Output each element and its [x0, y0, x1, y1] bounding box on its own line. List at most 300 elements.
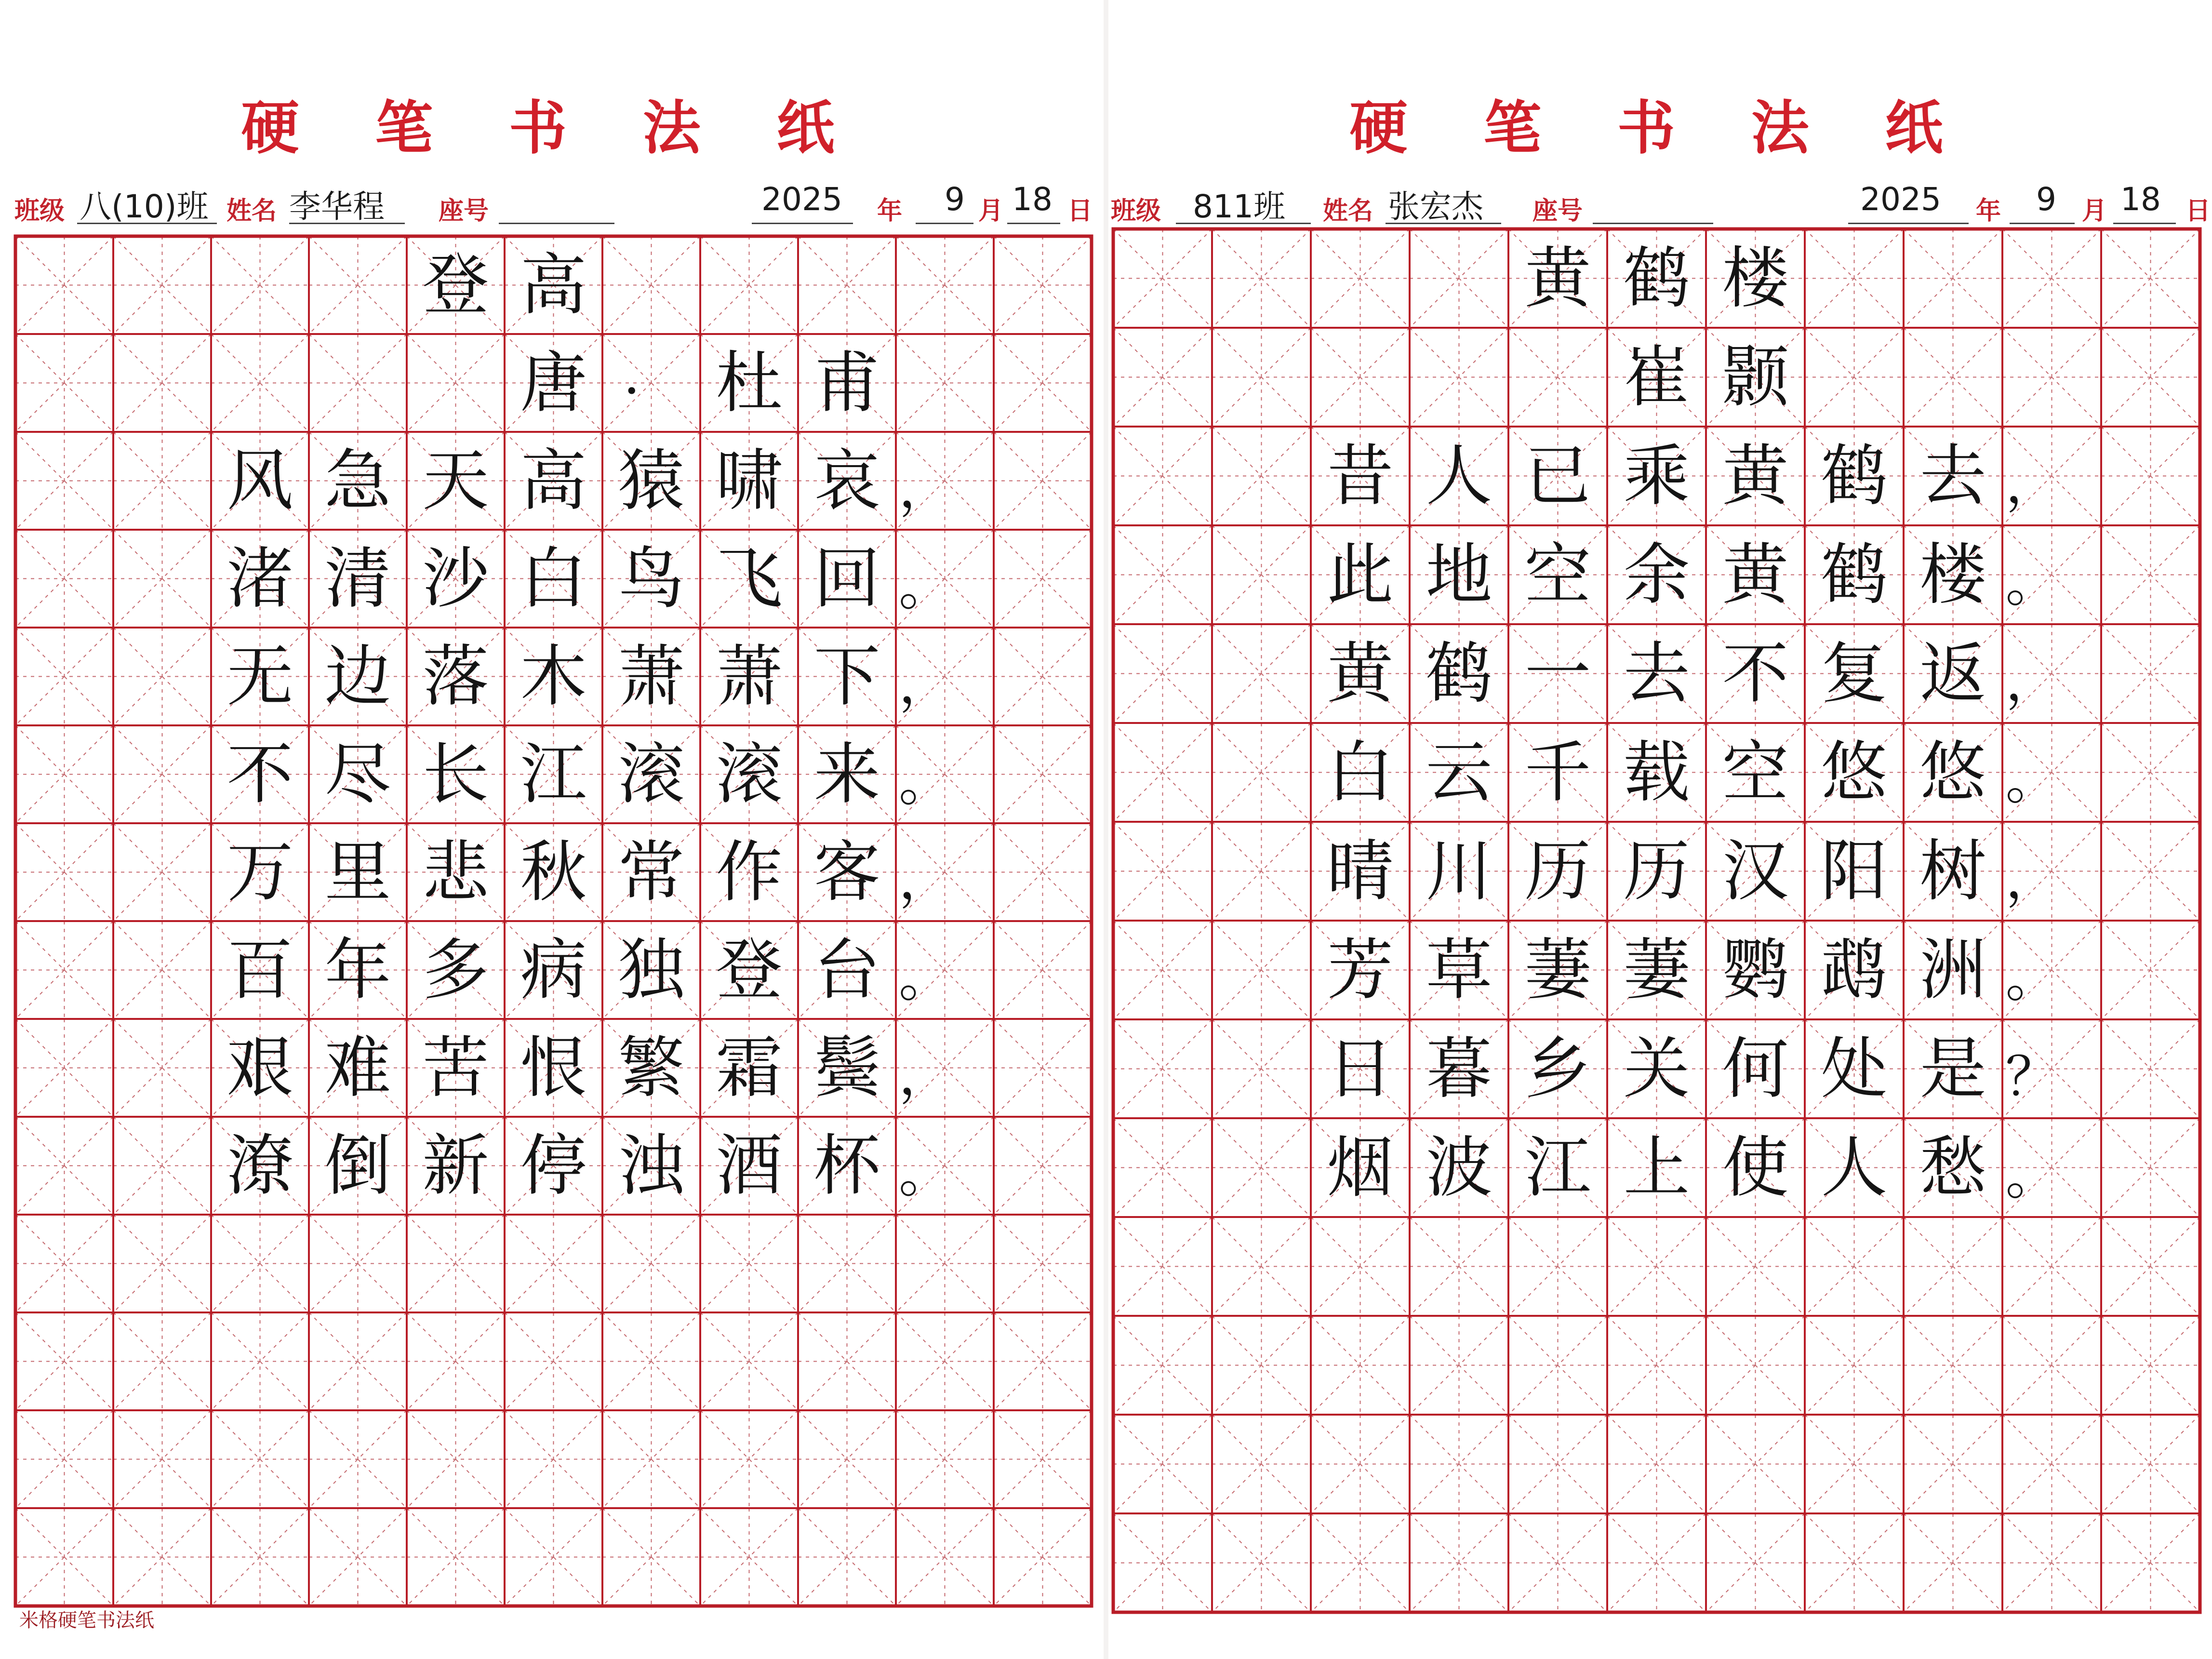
grid-cell — [700, 1508, 798, 1606]
grid-cell — [113, 236, 211, 334]
grid-cell — [700, 1312, 798, 1410]
grid-cell — [2101, 1415, 2200, 1513]
grid-cell — [1212, 525, 1311, 624]
handwritten-character: 人 — [1426, 437, 1492, 515]
day-value: 18 — [2120, 181, 2161, 218]
grid-cell — [113, 628, 211, 725]
grid-cell — [211, 1410, 309, 1508]
handwritten-character: 急 — [324, 442, 391, 520]
handwritten-character: 昔 — [1327, 437, 1394, 515]
handwritten-character: 渚 — [227, 540, 293, 617]
handwritten-character: 病 — [520, 931, 587, 1009]
handwritten-character: 浊 — [618, 1127, 685, 1204]
grid-cell — [15, 1312, 113, 1410]
grid-cell — [309, 1508, 407, 1606]
grid-cell — [1212, 1118, 1311, 1217]
grid-cell — [1113, 822, 1212, 921]
grid-cell — [994, 530, 1092, 628]
handwritten-character: 不 — [227, 736, 293, 813]
punctuation-mark: ， — [2005, 848, 2059, 910]
handwritten-character: 江 — [520, 736, 587, 813]
handwritten-character: 长 — [422, 736, 489, 813]
grid-cell — [113, 432, 211, 530]
grid-cell — [2101, 427, 2200, 525]
grid-cell — [505, 1215, 602, 1312]
handwritten-character: 树 — [1919, 832, 1986, 910]
handwritten-character: 晴 — [1327, 832, 1394, 910]
grid-cell — [1212, 427, 1311, 525]
handwritten-character: 鹤 — [1623, 240, 1690, 317]
handwritten-character: 木 — [520, 638, 587, 715]
grid-cell — [1607, 1316, 1706, 1415]
grid-cell — [1410, 1217, 1508, 1316]
grid-cell — [994, 823, 1092, 921]
grid-cell — [505, 1508, 602, 1606]
grid-cell — [113, 334, 211, 432]
grid-cell — [1706, 1316, 1805, 1415]
handwritten-character: 万 — [227, 833, 293, 911]
handwritten-character: 颢 — [1722, 338, 1789, 416]
grid-cell — [2101, 328, 2200, 427]
grid-cell — [2002, 1316, 2101, 1415]
punctuation-mark: ， — [898, 849, 952, 911]
grid-cell — [15, 530, 113, 628]
handwritten-character: 悠 — [1821, 734, 1888, 811]
grid-cell — [1113, 229, 1212, 328]
grid-cell — [113, 1215, 211, 1312]
grid-cell — [1113, 525, 1212, 624]
handwritten-character: 复 — [1821, 635, 1888, 712]
punctuation-mark: ？ — [2005, 1045, 2059, 1108]
grid-cell — [15, 1410, 113, 1508]
handwritten-character: 高 — [520, 442, 587, 520]
handwritten-character: 楼 — [1722, 240, 1789, 317]
grid-cell — [1212, 1513, 1311, 1612]
handwritten-character: 甫 — [813, 344, 880, 422]
grid-cell — [1212, 822, 1311, 921]
handwritten-character: 恨 — [520, 1029, 587, 1107]
handwritten-character: 使 — [1722, 1129, 1789, 1206]
grid-cell — [1113, 723, 1212, 822]
grid-cell — [1904, 1217, 2002, 1316]
paper-footer: 米格硬笔书法纸 — [19, 1609, 154, 1632]
handwritten-character: 常 — [618, 833, 685, 911]
sheet-title: 硬 笔 书 法 纸 — [241, 94, 863, 162]
grid-cell — [211, 236, 309, 334]
handwritten-character: 白 — [520, 540, 587, 617]
grid-cell — [2101, 1019, 2200, 1118]
grid-cell — [1410, 1513, 1508, 1612]
day-label: 日 — [1067, 197, 1093, 226]
grid-cell — [994, 1019, 1092, 1117]
grid-cell — [896, 1508, 994, 1606]
grid-cell — [113, 1312, 211, 1410]
handwritten-character: 悲 — [422, 833, 489, 911]
punctuation-mark: 。 — [2005, 749, 2059, 811]
handwritten-character: 草 — [1426, 931, 1492, 1009]
grid-cell — [1410, 229, 1508, 328]
grid-cell — [1410, 1415, 1508, 1513]
mi-grid-right — [1108, 0, 2212, 1659]
calligraphy-sheet-left — [0, 0, 1104, 1659]
handwritten-character: 霜 — [716, 1029, 783, 1107]
grid-cell — [1113, 328, 1212, 427]
grid-cell — [211, 334, 309, 432]
handwritten-character: 萧 — [716, 638, 783, 715]
handwritten-character: 登 — [716, 931, 783, 1009]
grid-cell — [407, 1508, 505, 1606]
handwritten-character: 鹉 — [1821, 931, 1888, 1009]
grid-cell — [896, 236, 994, 334]
grid-cell — [1706, 1513, 1805, 1612]
grid-cell — [602, 334, 700, 432]
handwritten-character: 川 — [1426, 832, 1492, 910]
handwritten-character: 酒 — [716, 1127, 783, 1204]
handwritten-character: 楼 — [1919, 536, 1986, 614]
grid-cell — [1311, 1316, 1410, 1415]
handwritten-character: 年 — [324, 931, 391, 1009]
day-value: 18 — [1012, 181, 1053, 218]
handwritten-character: 黄 — [1524, 240, 1591, 317]
grid-cell — [1311, 229, 1410, 328]
grid-cell — [700, 236, 798, 334]
grid-cell — [1113, 1217, 1212, 1316]
grid-cell — [1212, 921, 1311, 1019]
handwritten-character: 地 — [1426, 536, 1492, 614]
name-value: 李华程 — [289, 188, 385, 225]
grid-cell — [1311, 1415, 1410, 1513]
handwritten-character: 历 — [1524, 832, 1591, 910]
handwritten-character: 波 — [1426, 1129, 1492, 1206]
handwritten-character: 作 — [716, 833, 783, 911]
grid-cell — [113, 1508, 211, 1606]
grid-cell — [211, 1508, 309, 1606]
grid-cell — [994, 334, 1092, 432]
grid-cell — [602, 1410, 700, 1508]
punctuation-mark: ， — [898, 1044, 952, 1107]
handwritten-character: 客 — [813, 833, 880, 911]
grid-cell — [15, 1215, 113, 1312]
grid-cell — [1212, 723, 1311, 822]
handwritten-character: 空 — [1722, 734, 1789, 811]
handwritten-character: 尽 — [324, 736, 391, 813]
handwritten-character: 百 — [227, 931, 293, 1009]
grid-cell — [602, 236, 700, 334]
grid-cell — [1904, 1415, 2002, 1513]
grid-cell — [994, 1117, 1092, 1215]
class-value: 811班 — [1193, 188, 1285, 225]
grid-cell — [798, 1508, 896, 1606]
grid-cell — [1607, 1217, 1706, 1316]
grid-cell — [2101, 1118, 2200, 1217]
grid-cell — [1212, 229, 1311, 328]
handwritten-character: 唐 — [520, 344, 587, 422]
grid-cell — [602, 1215, 700, 1312]
sheet-title: 硬 笔 书 法 纸 — [1349, 94, 1971, 162]
class-label: 班级 — [14, 197, 65, 226]
grid-cell — [15, 1019, 113, 1117]
month-label: 月 — [978, 197, 1004, 226]
grid-cell — [15, 236, 113, 334]
grid-cell — [700, 1215, 798, 1312]
punctuation-mark: 。 — [898, 751, 952, 813]
month-value: 9 — [2036, 181, 2056, 218]
grid-cell — [602, 1508, 700, 1606]
handwritten-character: 难 — [324, 1029, 391, 1107]
grid-cell — [407, 1312, 505, 1410]
class-label: 班级 — [1111, 197, 1161, 226]
name-label: 姓名 — [227, 197, 277, 226]
grid-cell — [1212, 328, 1311, 427]
handwritten-character: 清 — [324, 540, 391, 617]
grid-cell — [896, 1410, 994, 1508]
grid-cell — [798, 236, 896, 334]
handwritten-character: 人 — [1821, 1129, 1888, 1206]
handwritten-character: 空 — [1524, 536, 1591, 614]
grid-cell — [1113, 624, 1212, 723]
handwritten-character: 已 — [1524, 437, 1591, 515]
grid-cell — [1113, 921, 1212, 1019]
grid-cell — [2101, 1513, 2200, 1612]
grid-cell — [2101, 921, 2200, 1019]
handwritten-character: 余 — [1623, 536, 1690, 614]
handwritten-character: 日 — [1327, 1030, 1394, 1108]
grid-cell — [700, 1410, 798, 1508]
grid-cell — [994, 1312, 1092, 1410]
handwritten-character: 回 — [813, 540, 880, 617]
seat-label: 座号 — [439, 197, 489, 226]
grid-cell — [407, 1410, 505, 1508]
handwritten-character: 江 — [1524, 1129, 1591, 1206]
punctuation-mark: 。 — [898, 1142, 952, 1204]
handwritten-character: 天 — [422, 442, 489, 520]
grid-cell — [1113, 1019, 1212, 1118]
grid-cell — [1607, 1415, 1706, 1513]
grid-cell — [15, 432, 113, 530]
month-label: 月 — [2082, 197, 2107, 226]
handwritten-character: 高 — [520, 246, 587, 324]
grid-cell — [1410, 328, 1508, 427]
grid-cell — [1904, 229, 2002, 328]
handwritten-character: 滚 — [716, 736, 783, 813]
grid-cell — [1805, 1513, 1904, 1612]
grid-cell — [798, 1410, 896, 1508]
handwritten-character: 洲 — [1919, 931, 1986, 1009]
grid-cell — [1212, 1019, 1311, 1118]
handwritten-character: 乘 — [1623, 437, 1690, 515]
grid-cell — [15, 823, 113, 921]
grid-cell — [994, 725, 1092, 823]
class-value: 八(10)班 — [80, 188, 209, 225]
handwritten-character: 风 — [227, 442, 293, 520]
handwritten-character: 悠 — [1919, 734, 1986, 811]
grid-cell — [1805, 1316, 1904, 1415]
grid-cell — [1311, 1513, 1410, 1612]
grid-cell — [2101, 1217, 2200, 1316]
grid-cell — [15, 1508, 113, 1606]
handwritten-character: 多 — [422, 931, 489, 1009]
punctuation-mark: 。 — [2005, 551, 2059, 614]
grid-cell — [309, 334, 407, 432]
seat-label: 座号 — [1532, 197, 1583, 226]
punctuation-mark: · — [623, 360, 640, 422]
handwritten-character: 此 — [1327, 536, 1394, 614]
grid-cell — [994, 1410, 1092, 1508]
grid-cell — [2002, 1217, 2101, 1316]
handwritten-character: 暮 — [1426, 1030, 1492, 1108]
grid-cell — [113, 530, 211, 628]
grid-cell — [15, 1117, 113, 1215]
punctuation-mark: 。 — [898, 947, 952, 1009]
grid-cell — [309, 1312, 407, 1410]
grid-cell — [994, 432, 1092, 530]
handwritten-character: 鹤 — [1821, 536, 1888, 614]
handwritten-character: 萋 — [1623, 931, 1690, 1009]
handwritten-character: 猿 — [618, 442, 685, 520]
handwritten-character: 千 — [1524, 734, 1591, 811]
handwritten-character: 滚 — [618, 736, 685, 813]
grid-cell — [994, 921, 1092, 1019]
handwritten-character: 去 — [1919, 437, 1986, 515]
grid-cell — [1212, 1217, 1311, 1316]
grid-cell — [1706, 1415, 1805, 1513]
grid-cell — [2002, 1415, 2101, 1513]
handwritten-character: 一 — [1524, 635, 1591, 712]
handwritten-character: 萧 — [618, 638, 685, 715]
grid-cell — [1212, 1415, 1311, 1513]
year-label: 年 — [1976, 197, 2001, 226]
grid-cell — [505, 1410, 602, 1508]
handwritten-character: 愁 — [1919, 1129, 1986, 1206]
handwritten-character: 无 — [227, 638, 293, 715]
handwritten-character: 杯 — [813, 1127, 880, 1204]
handwritten-character: 鬓 — [813, 1029, 880, 1107]
grid-cell — [15, 334, 113, 432]
handwritten-character: 沙 — [422, 540, 489, 617]
handwritten-character: 台 — [813, 931, 880, 1009]
handwritten-character: 哀 — [813, 442, 880, 520]
handwritten-character: 倒 — [324, 1127, 391, 1204]
handwritten-character: 新 — [422, 1127, 489, 1204]
grid-cell — [1805, 1415, 1904, 1513]
grid-cell — [602, 1312, 700, 1410]
grid-cell — [1113, 1513, 1212, 1612]
handwritten-character: 黄 — [1722, 437, 1789, 515]
grid-cell — [2101, 1316, 2200, 1415]
handwritten-character: 处 — [1821, 1030, 1888, 1108]
grid-cell — [896, 334, 994, 432]
handwritten-character: 秋 — [520, 833, 587, 911]
grid-cell — [1212, 624, 1311, 723]
grid-cell — [1805, 328, 1904, 427]
grid-cell — [309, 1215, 407, 1312]
handwritten-character: 鸟 — [618, 540, 685, 617]
grid-cell — [2101, 624, 2200, 723]
grid-cell — [505, 1312, 602, 1410]
handwritten-character: 返 — [1919, 635, 1986, 712]
year-label: 年 — [877, 197, 903, 226]
grid-cell — [211, 1215, 309, 1312]
grid-cell — [407, 334, 505, 432]
grid-cell — [15, 725, 113, 823]
grid-cell — [2002, 1513, 2101, 1612]
handwritten-character: 云 — [1426, 734, 1492, 811]
grid-cell — [1212, 1316, 1311, 1415]
handwritten-character: 乡 — [1524, 1030, 1591, 1108]
punctuation-mark: ， — [2005, 453, 2059, 515]
grid-cell — [113, 921, 211, 1019]
month-value: 9 — [945, 181, 965, 218]
handwritten-character: 是 — [1919, 1030, 1986, 1108]
grid-cell — [2101, 525, 2200, 624]
grid-cell — [15, 628, 113, 725]
punctuation-mark: ， — [898, 457, 952, 520]
grid-cell — [1805, 1217, 1904, 1316]
handwritten-character: 苦 — [422, 1029, 489, 1107]
grid-cell — [1607, 1513, 1706, 1612]
handwritten-character: 载 — [1623, 734, 1690, 811]
grid-cell — [1508, 1415, 1607, 1513]
grid-cell — [994, 1215, 1092, 1312]
grid-cell — [113, 725, 211, 823]
grid-cell — [1508, 328, 1607, 427]
grid-cell — [2101, 723, 2200, 822]
handwritten-character: 阳 — [1821, 832, 1888, 910]
handwritten-character: 黄 — [1327, 635, 1394, 712]
handwritten-character: 落 — [422, 638, 489, 715]
grid-cell — [113, 1410, 211, 1508]
grid-cell — [994, 628, 1092, 725]
handwritten-character: 崔 — [1623, 338, 1690, 416]
handwritten-character: 飞 — [716, 540, 783, 617]
grid-cell — [211, 1312, 309, 1410]
grid-cell — [896, 1215, 994, 1312]
grid-cell — [1113, 1118, 1212, 1217]
calligraphy-sheet-right — [1108, 0, 2212, 1659]
grid-cell — [1508, 1217, 1607, 1316]
punctuation-mark: 。 — [898, 555, 952, 617]
handwritten-character: 来 — [813, 736, 880, 813]
grid-cell — [2002, 229, 2101, 328]
grid-cell — [1508, 1513, 1607, 1612]
grid-cell — [2101, 822, 2200, 921]
handwritten-character: 里 — [324, 833, 391, 911]
name-label: 姓名 — [1323, 197, 1373, 226]
grid-cell — [2002, 328, 2101, 427]
grid-cell — [1113, 1316, 1212, 1415]
grid-cell — [1805, 229, 1904, 328]
grid-cell — [1904, 1513, 2002, 1612]
handwritten-character: 芳 — [1327, 931, 1394, 1009]
handwritten-character: 关 — [1623, 1030, 1690, 1108]
grid-cell — [15, 921, 113, 1019]
handwritten-character: 登 — [422, 246, 489, 324]
handwritten-character: 黄 — [1722, 536, 1789, 614]
punctuation-mark: ， — [898, 653, 952, 715]
grid-cell — [309, 1410, 407, 1508]
grid-cell — [994, 1508, 1092, 1606]
punctuation-mark: 。 — [2005, 947, 2059, 1009]
grid-cell — [1311, 1217, 1410, 1316]
grid-cell — [994, 236, 1092, 334]
handwritten-character: 鹦 — [1722, 931, 1789, 1009]
handwritten-character: 烟 — [1327, 1129, 1394, 1206]
grid-cell — [1706, 1217, 1805, 1316]
handwritten-character: 啸 — [716, 442, 783, 520]
handwritten-character: 繁 — [618, 1029, 685, 1107]
grid-cell — [1113, 427, 1212, 525]
handwritten-character: 白 — [1327, 734, 1394, 811]
